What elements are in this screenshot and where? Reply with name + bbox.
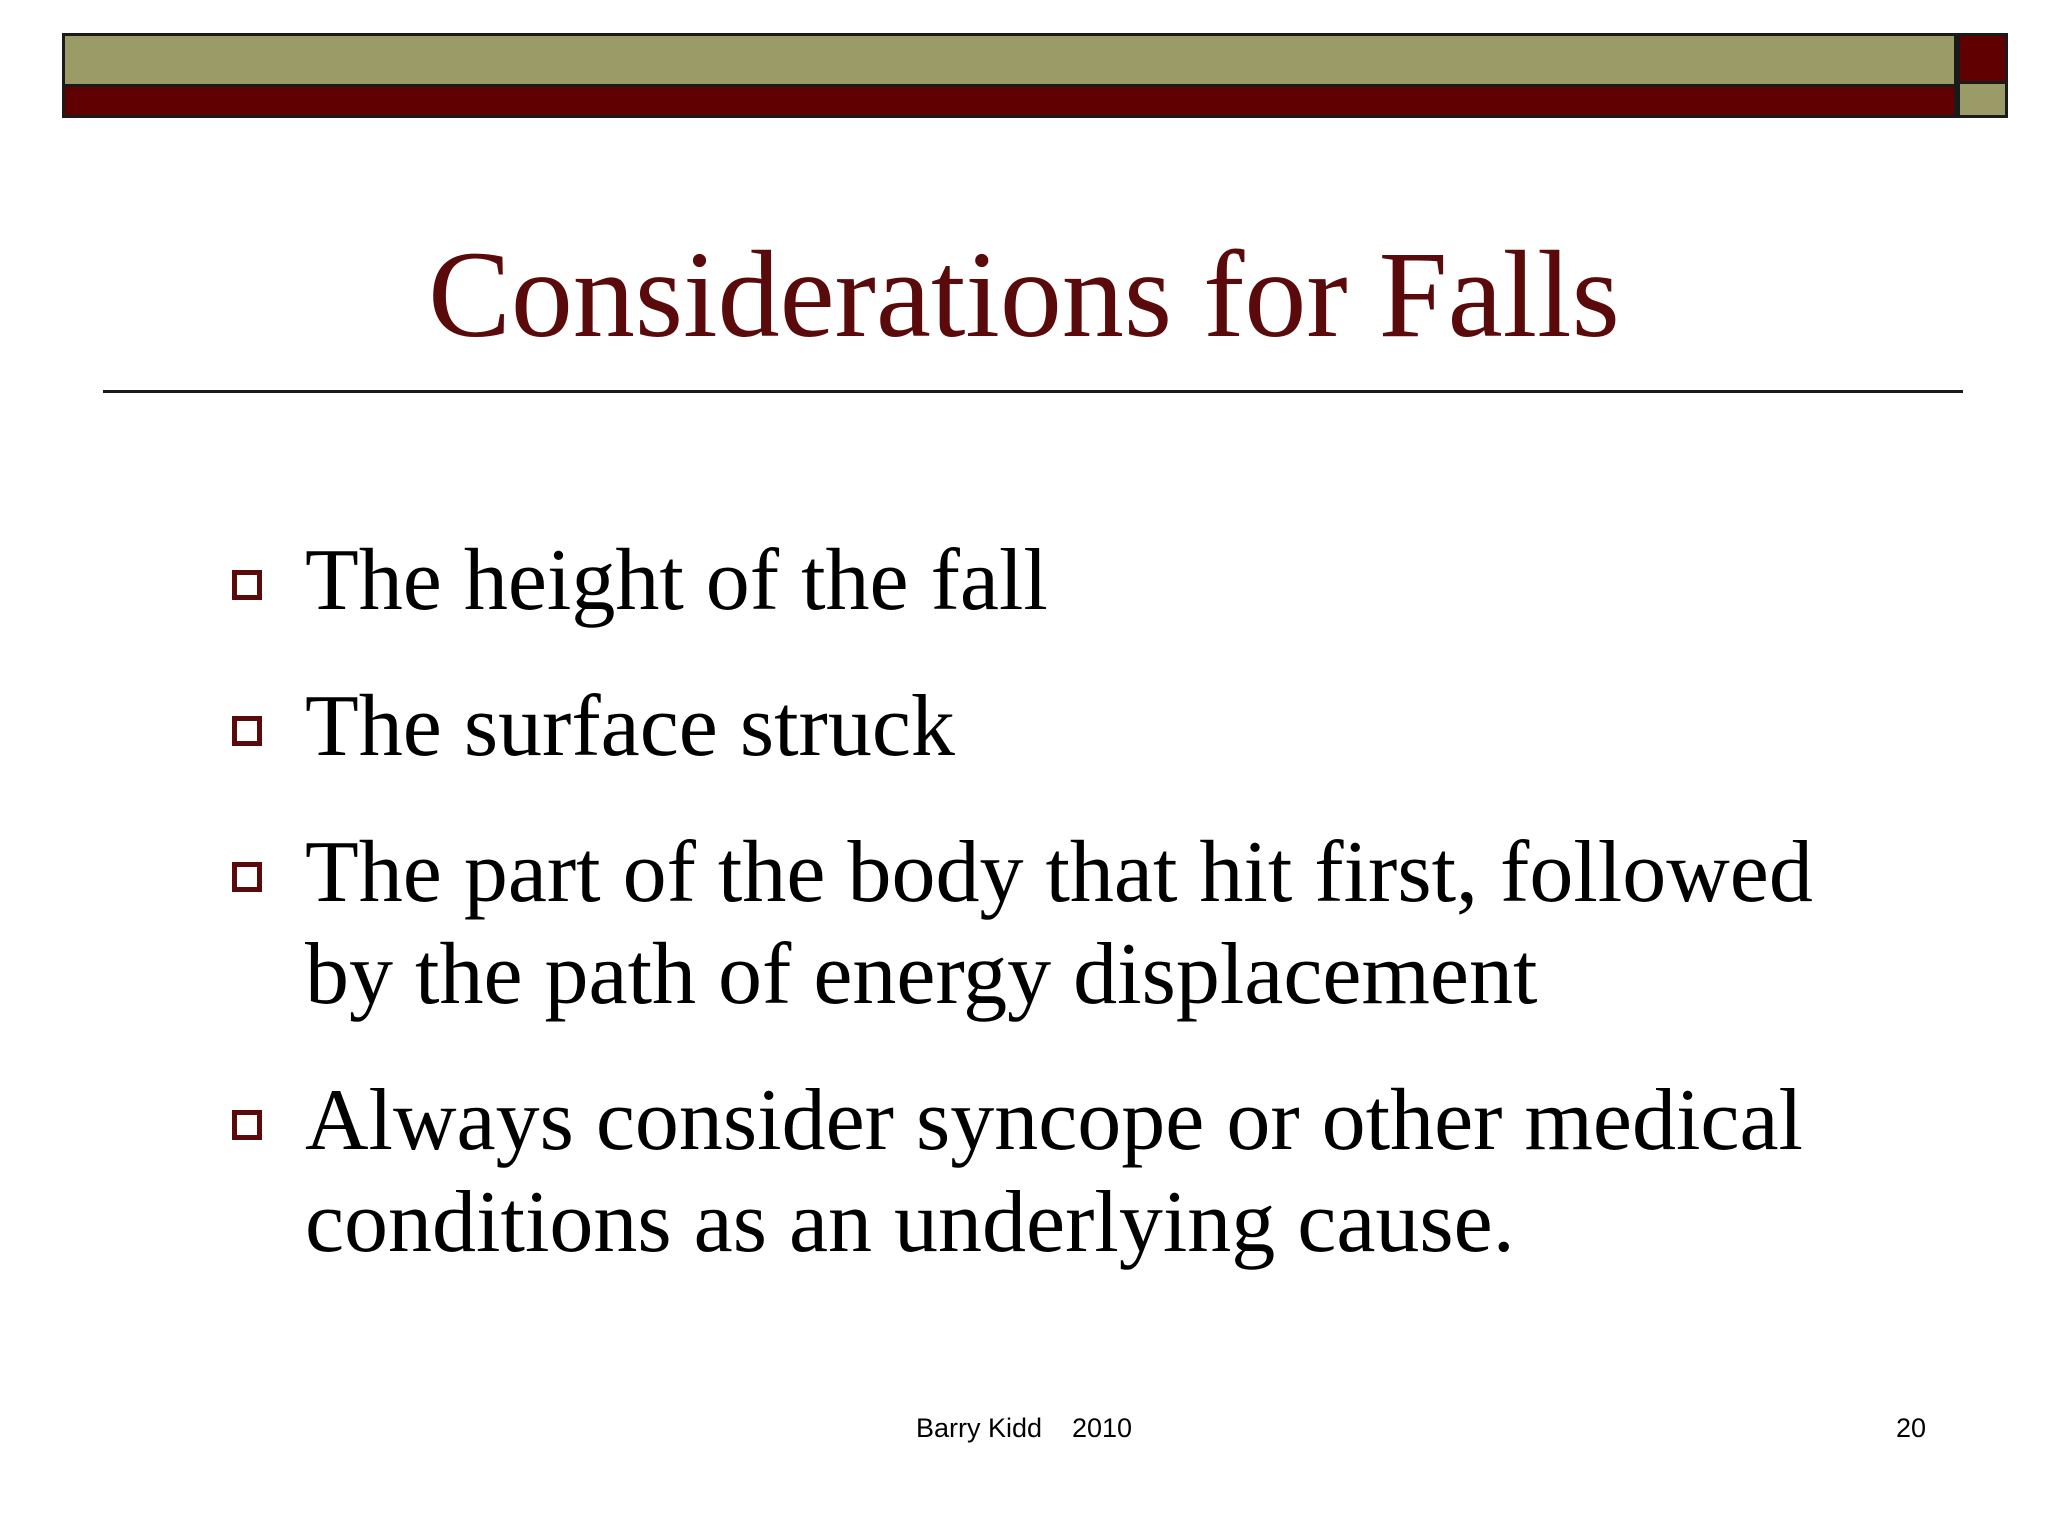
- hollow-square-icon: [232, 1110, 262, 1140]
- header-corner-olive: [1957, 84, 2008, 118]
- bullet-item: [230, 822, 1910, 1026]
- slide-title: Considerations for Falls: [428, 226, 1620, 363]
- header-corner-red: [1957, 33, 2008, 84]
- footer-author-year: Barry Kidd 2010: [915, 1413, 1133, 1443]
- bullet-list: [230, 530, 1910, 1318]
- bullet-item: [230, 1070, 1910, 1274]
- title-divider: [103, 390, 1963, 393]
- header-band-red: [62, 84, 1957, 118]
- bullet-text: Always consider syncope or other medical conditions as an underlying cause.: [305, 1072, 1803, 1271]
- hollow-square-icon: [232, 716, 262, 746]
- bullet-item: [230, 530, 1910, 632]
- bullet-text: The surface struck: [305, 678, 955, 775]
- bullet-item: [230, 676, 1910, 778]
- page-number: 20: [1895, 1413, 1926, 1443]
- hollow-square-icon: [232, 862, 262, 892]
- header-band-olive: [62, 33, 1957, 84]
- bullet-text: The part of the body that hit first, followed by the path of energy displacement: [305, 824, 1813, 1023]
- bullet-text: The height of the fall: [305, 532, 1048, 629]
- hollow-square-icon: [232, 570, 262, 600]
